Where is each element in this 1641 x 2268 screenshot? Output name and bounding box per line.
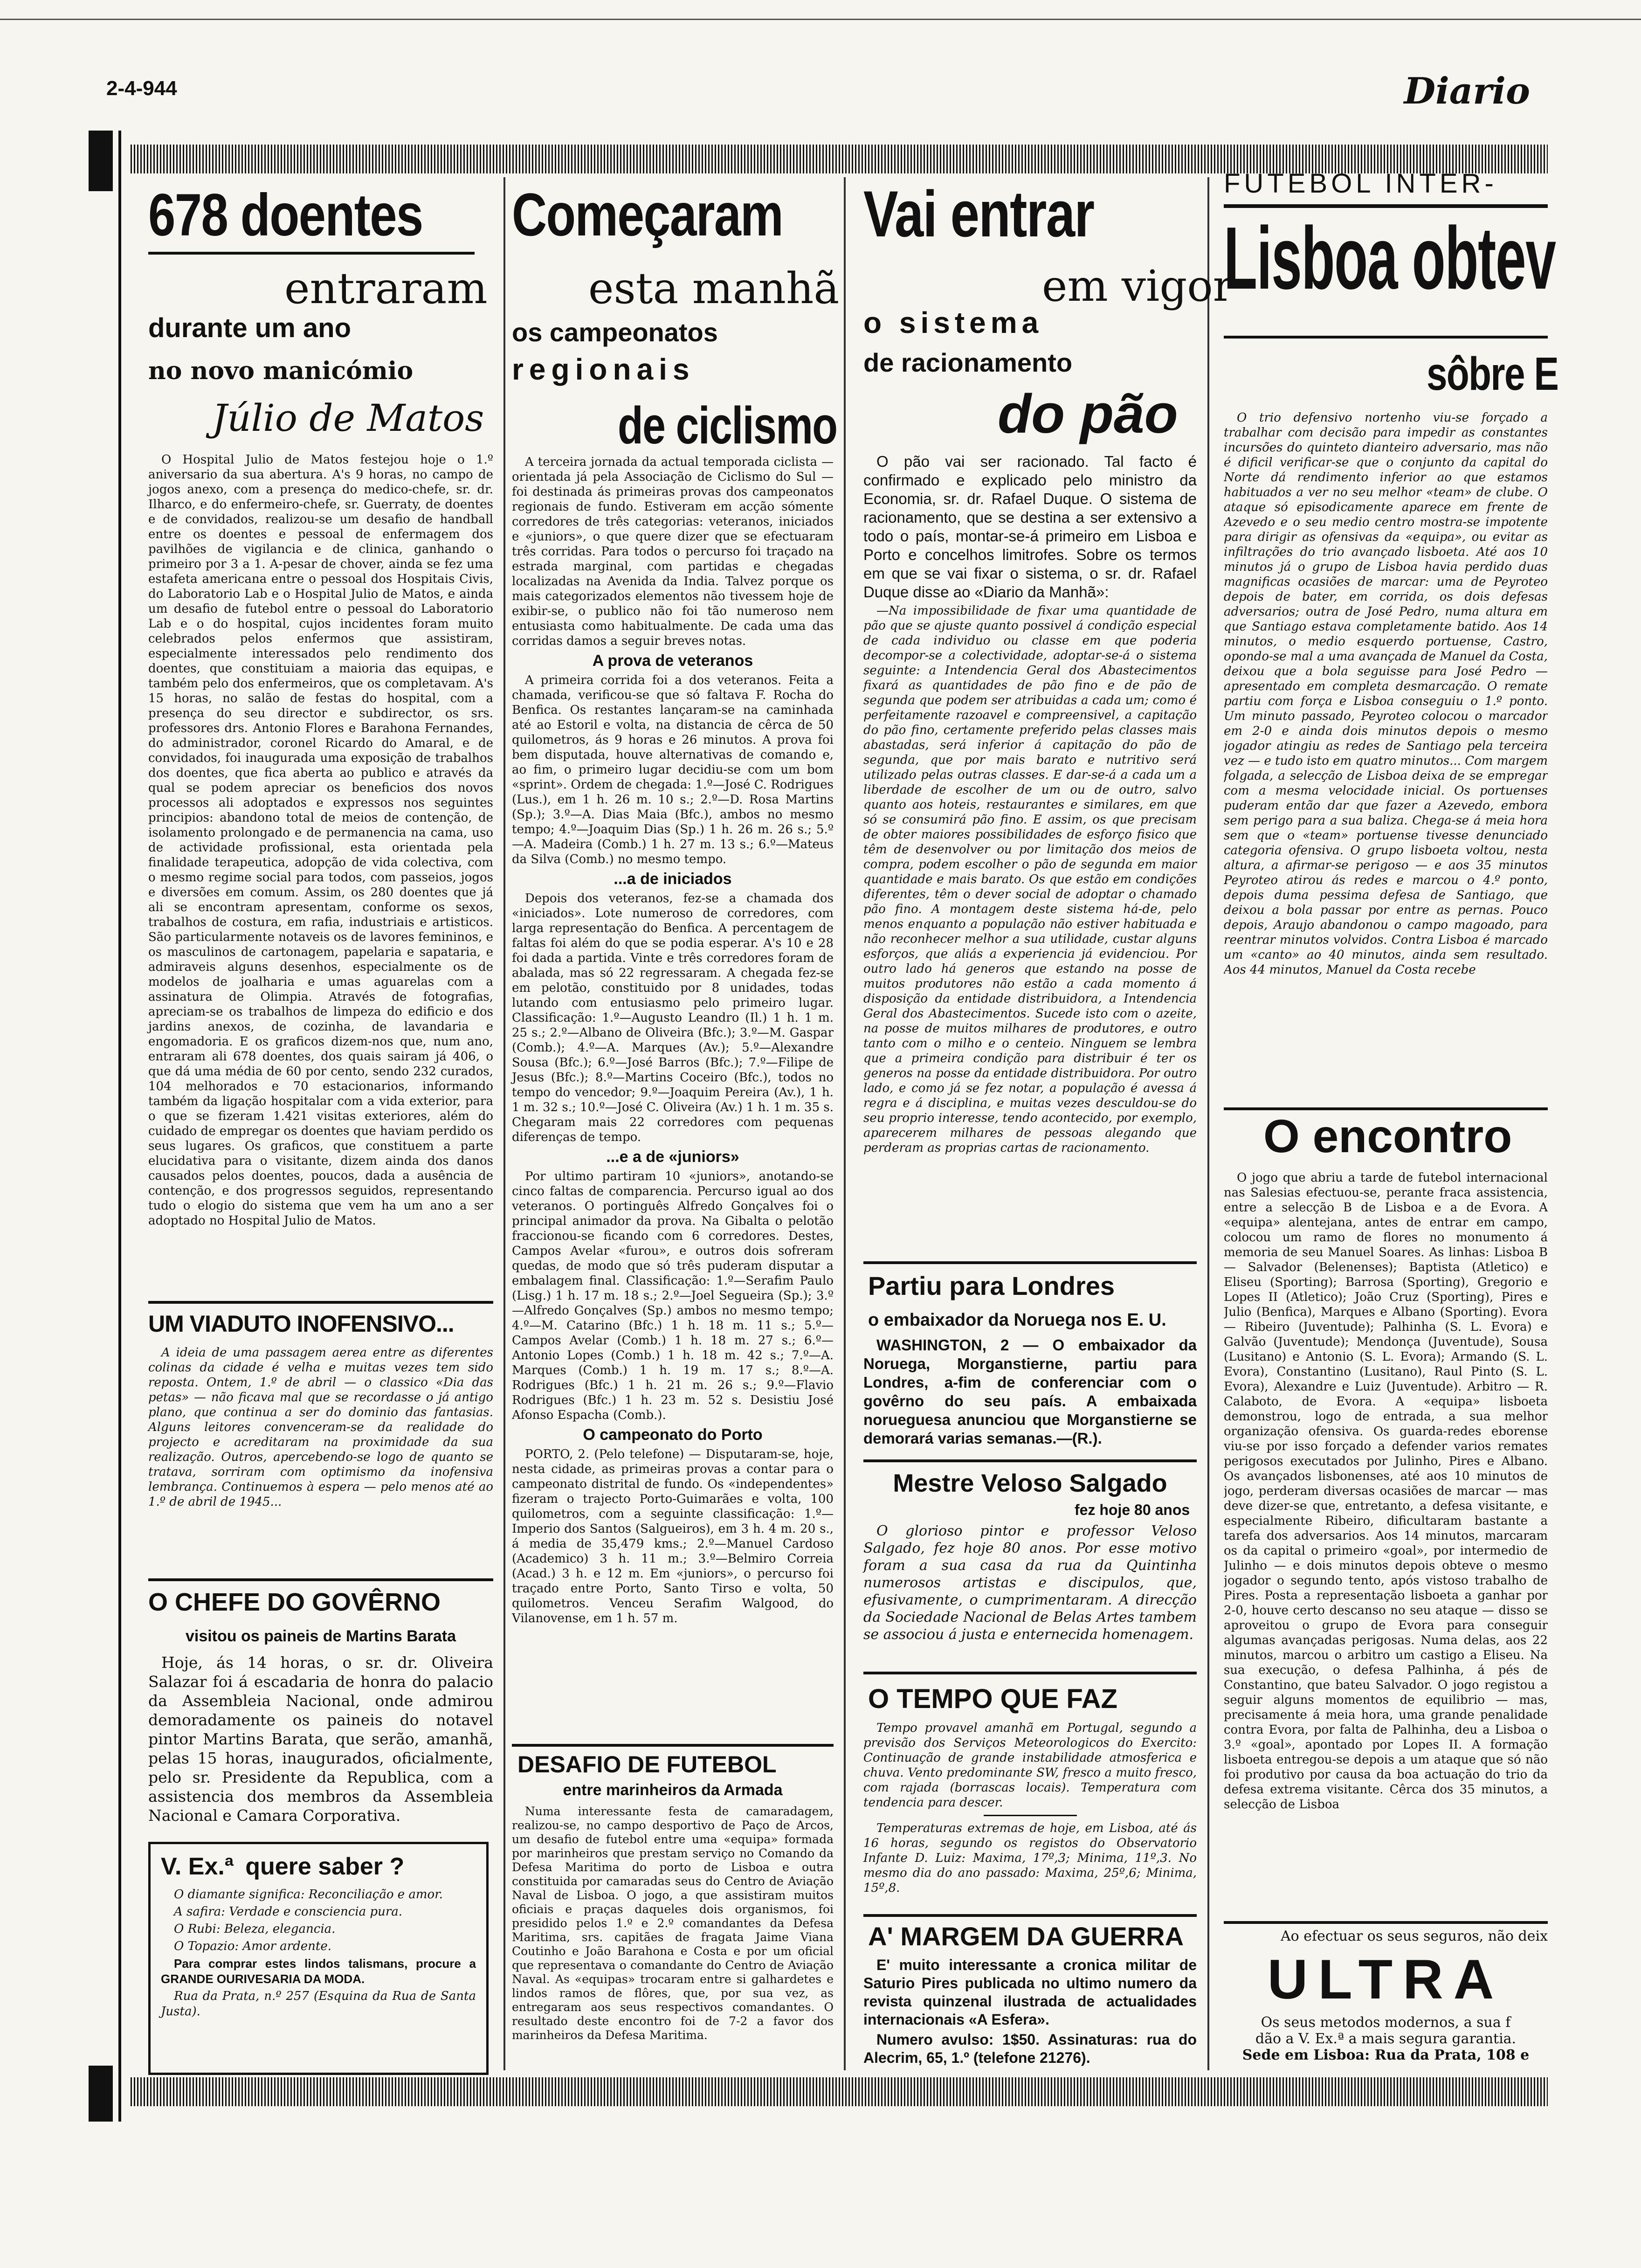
encontro-body-text: O jogo que abriu a tarde de futebol internacional nas Salesias efectuou-se, perante fraca assistencia, entre a selecção B de Lisboa e a de Evora. A «equipa» alentejana, antes de entrar em campo, colocou um ramo de flores no monumento á memoria de seu Manuel Soares. As linhas: Lisboa B — Salvador (Belenenses); Baptista (Atletico) e Eliseu (Sporting); Barrosa (Sporting), Gregorio e Lopes II (Atletico); João Cruz (Sporting), Pires e Julio (Benfica), Marques e Albano (Sporting). Evora — Ribeiro (Juventude); Palhinha (S. L. Evora) e Galvão (Juventude); Mendonça (Juventude), Sousa (Lusitano) e Antonio (S. L. Evora); Armando (S. L. Evora), Constantino (Lusitano), Raul Pinto (S. L. Evora), Alexandre e Luiz (Juventude). Arbitro — R. Calaboto, de Evora. A «equipa» lisboeta demonstrou, logo de entrada, a sua melhor organização ofensiva. Os guarda-redes eborense viu-se por isso forçado a defender varios remates perigosos executados por Julinho, Pires e Albano. Os avançados lisbonenses, até aos 10 minutos de jogo, perderam diversas ocasiões de marcar — mas deve dizer-se que, entretanto, a defesa visitante, e especialmente Ribeiro, dificultaram bastante a tarefa dos adversarios. Aos 14 minutos, marcaram os da capital o primeiro «goal», por intermedio de Julinho — e dois minutos depois obteve o mesmo jogador o segundo tento, após vistoso trabalho de Pires. Posta a representação lisboeta a ganhar por 2-0, houve certo descanso no seu ataque — disso se aproveitou o grupo de Evora para conseguir algumas avançadas perigosas. Numa delas, aos 22 minutos, marcou o arbitro um castigo a Eliseu. Na sua execução, o defesa Palhinha, á pés de Constantino, que bateu Salvador. O jogo registou a seguir alguns momentos de equilibrio — mas, precisamente á meia hora, uma grande penalidade contra Evora, por falta de Palhinha, deu a Lisboa o 3.º «goal», apontado por Lopes II. A formação lisboeta entregou-se depois a um ataque que só não foi produtivo por causa da boa actuação do trio da defesa extrema visitante. Cêrca dos 35 minutos, a selecção de Lisboa [1224,1171,1548,1812]
ad-title-b: quere saber ? [245,1853,405,1880]
guerra-body-text: E' muito interessante a cronica militar de Saturio Pires publicada no ultimo numero da revista quinzenal ilustrada de actualidades internacionais «A Esfera». [863,1957,1197,2028]
londres-subtitle: o embaixador da Noruega nos E. U. [868,1310,1166,1330]
col4-deck: sôbre E [1427,348,1558,400]
col4-kicker: FUTEBOL INTER- [1224,168,1497,199]
ad-address: Rua da Prata, n.º 257 (Esquina da Rua de Santa Justa). [161,1989,476,2019]
bottom-border-band [131,2077,1548,2106]
viaduto-body-text: A ideia de uma passagem aerea entre as diferentes colinas da cidade é velha e muitas vezes tem sido reposta. Ontem, 1.º de abril — o classico «Dia das petas» — não ficava mal que se recordasse o já antigo plano, que continua a ser do dominio das fantasias. Alguns leitores convenceram-se da realidade do projecto e acreditaram na proximidade da sua realização. Outros, apercebendo-se logo de quanto se tratava, sorriram com optimismo da inofensiva lembrança. Continuemos à espera — pelo menos até ao 1.º de abril de 1945... [148,1346,493,1509]
desafio-body [512,1805,834,2044]
veloso-title: Mestre Veloso Salgado [893,1469,1167,1497]
heading-porto: O campeonato do Porto [583,1426,763,1444]
ad-buy: Para comprar estes lindos talismans, procure a GRANDE OURIVESARIA DA MODA. [161,1957,476,1986]
chefe-subtitle: visitou os paineis de Martins Barata [185,1627,456,1645]
ultra-top: Ao efectuar os seus seguros, não deix [1280,1928,1548,1944]
heading-veteranos: A prova de veteranos [592,652,753,670]
top-rule [0,19,1641,20]
ultra-line-3: Sede em Lisboa: Rua da Prata, 108 e [1242,2047,1530,2063]
col2-veteranos: A primeira corrida foi a dos veteranos. Feita a chamada, verificou-se que só faltava F. Rocha do Benfica. Os restantes lançaram-se na caminhada até ao Estoril e volta, na distancia de cêrca de 50 quilometros, ás 9 horas e 26 minutos. A prova foi bem disputada, houve alternativas de comando e, ao fim, o primeiro lugar decidiu-se com um bom «sprint». Ordem de chegada: 1.º—José C. Rodrigues (Lus.), em 1 h. 26 m. 10 s.; 2.º—D. Rosa Martins (Sp.); 3.º—A. Dias Maia (Bfc.), ambos no mesmo tempo; 4.º—Joaquim Dias (Sp.) 1 h. 26 m. 26 s.; 5.º—A. Madeira (Comb.) 1 h. 27 m. 13 s.; 6.º—Mateus da Silva (Comb.) no mesmo tempo. [512,673,834,866]
col3-headline: Vai entrar [863,177,1094,250]
left-bar-top [89,131,113,191]
col2-iniciados: Depois dos veteranos, fez-se a chamada dos «iniciados». Lote numeroso de corredores, com larga representação do Benfica. A percentagem de faltas foi além do que se podia esperar. A's 10 e 28 foi dada a partida. Vinte e três corredores foram de abalada, mas só 22 regressaram. A chegada fez-se em pelotão, constituido por 8 unidades, todas lutando com entusiasmo pelo primeiro lugar. Classificação: 1.º—Augusto Leandro (Il.) 1 h. 1 m. 25 s.; 2.º—Albano de Oliveira (Bfc.); 3.º—M. Gaspar (Comb.); 4.º—A. Marques (Av.); 5.º—Alexandre Sousa (Bfc.); 6.º—José Barros (Bfc.); 7.º—Filipe de Jesus (Bfc.); 8.º—Martins Coceiro (Bfc.), todos no tempo do vencedor; 9.º—Joaquim Pereira (Av.), 1 h. 1 m. 32 s.; 10.º—José C. Oliveira (Av.) 1 h. 1 m. 35 s. Chegaram mais 22 corredores com pequenas diferenças de tempo. [512,892,834,1144]
masthead-logo: Diario [1404,70,1530,112]
ultra-ad [1224,1928,1548,2073]
left-frame-rule [118,131,121,2122]
jewellery-ad-box [148,1842,489,2075]
col4-headline-rule [1224,336,1548,339]
col3-article [863,452,1197,1157]
tempo-body-text: Tempo provavel amanhã em Portugal, segundo a previsão dos Serviços Meteorologicos do Exercito: Continuação de grande instabilidade atmosferica e chuva. Vento predominante SW, fresco a muito fresco, com rajada (borrascas locais). Temperatura com tendencia para descer. [863,1721,1197,1810]
viaduto-title: UM VIADUTO INOFENSIVO... [148,1311,454,1337]
col1-article-body [148,452,493,1230]
col3-quote: —Na impossibilidade de fixar uma quantidade de pão que se ajuste quanto possivel á condição especial de cada individuo ou classe em que poderia decompor-se a colectividade, adoptar-se-á o sistema seguinte: a Intendencia Geral dos Abastecimentos fixará as quantidades de pão fino e de pão de segunda que podem ser atribuidas a cada um; como é perfeitamente razoavel e compreensivel, a capitação do pão fino, certamente preferido pelas classes mais abastadas, será inferior á capitação do pão de segunda, que por mais barato e nutritivo será utilizado pelas outras classes. E dar-se-á a cada um a liberdade de escolher de um ou de outro, salvo quanto aos hoteis, restaurantes e similares, em que só se consumirá pão fino. E assim, os que precisam de obter maiores possibilidades de esforço fisico que têm de desenvolver ou por limitação dos meios de compra, podem escolher o pão de segunda em maior quantidade e mais barato. Os que estão em condições diferentes, têm o dever social de adoptar o chamado pão fino. A montagem deste sistema há-de, pelo menos enquanto a população não estiver habituada e não reconhecer melhor a sua utilidade, custar alguns esforços, que aliás a experiencia já evidenciou. Por outro lado há generos que estando na posse de muitos produtores não estão a cada momento á disposição da entidade distribuidora, a Intendencia Geral dos Abastecimentos. Sucede isto com o azeite, na posse de muitos milhares de produtores, e outro tanto com o milho e o centeio. Ninguem se lembra que a primeira condição para distribuir é ter os generos na posse da entidade distribuidora. Por outro lado, e como já se fez notar, a população é avessa á regra e á disciplina, e muitas vezes desculdou-se do seu proprio interesse, tendo acontecido, por exemplo, aparecerem milhares de pessoas alegando que perderam as proprias cartas de racionamento. [863,604,1197,1155]
col2-deck-4: de ciclismo [618,396,837,455]
veloso-subtitle: fez hoje 80 anos [1075,1501,1190,1518]
tempo-temps: Temperaturas extremas de hoje, em Lisboa, até ás 16 horas, segundo os registos do Observatorio Infante D. Luiz: Maxima, 17º,3; Minima, 11º,3. No mesmo dia do ano passado: Maxima, 25º,6; Minima, 15º,8. [863,1821,1197,1895]
ad-title-a: V. Ex.ª [161,1853,234,1880]
encontro-body [1224,1170,1548,1914]
desafio-body-text: Numa interessante festa de camaradagem, realizou-se, no campo desportivo de Paço de Arcos, um desafio de futebol entre uma «equipa» formada por marinheiros que prestam serviço no Comando da Defesa Maritima do porto de Lisboa e outra constituida por camaradas seus do Centro de Aviação Naval de Lisboa. O jogo, a que assistiram muitos oficiais e praças daqueles dois organismos, foi presidido pelos 1.º e 2.º comandantes da Defesa Maritima, srs. capitães de fragata Jaime Viana Coutinho e João Barahona e Costa e por um oficial que representava o comandante do Centro de Aviação Naval. As «equipas» trocaram entre si galhardetes e lindos ramos de flôres, que, por sua vez, as entregaram aos seus respectivos comandantes. O resultado deste encontro foi de 7-2 a favor dos marinheiros da Defesa Maritima. [512,1805,834,2042]
col2-intro: A terceira jornada da actual temporada ciclista — orientada já pela Associação de Ciclismo do Sul — foi destinada ás primeiras provas dos campeonatos regionais de fundo. Estiveram em acção sómente corredores de três categorias: veteranos, iniciados e «juniors», o que quere dizer que se efectuaram três corridas. Para todos o percurso foi traçado na estrada marginal, com partidas e chegadas localizadas na Avenida da India. Talvez porque os mais categorizados elementos não tivessem hoje de exibir-se, o publico não foi tão numeroso nem entusiasta como habitualmente. De cada uma das corridas damos a seguir breves notas. [512,455,834,648]
guerra-title: A' MARGEM DA GUERRA [868,1922,1184,1951]
veloso-body-text: O glorioso pintor e professor Veloso Salgado, fez hoje 80 anos. Por esse motivo foram a sua casa da rua da Quintinha numerosos artistas e discipulos, que, efusivamente, o cumprimentaram. A direcção da Sociedade Nacional de Belas Artes tambem se associou á justa e enternecida homenagem. [863,1523,1197,1643]
col1-deck-1: entraram [284,263,488,313]
col3-divider-3 [863,1672,1197,1674]
ultra-line-2: dão a V. Ex.ª a mais segura garantia. [1255,2031,1517,2047]
ultra-line-1: Os seus metodos modernos, a sua f [1261,2014,1511,2031]
col3-deck-1: em vigor [1042,261,1234,311]
col4-divider-2 [1224,1921,1548,1924]
column-rule-2 [844,177,846,2070]
desafio-title: DESAFIO DE FUTEBOL [517,1751,777,1777]
col2-deck-2: os campeonatos [512,318,718,347]
tempo-body [863,1721,1197,1897]
col1-body-text: O Hospital Julio de Matos festejou hoje o 1.º aniversario da sua abertura. A's 9 horas, no campo de jogos anexo, com a presença do medico-chefe, sr. dr. Ilharco, e do enfermeiro-chefe, sr. Guerraty, de doentes e de convidados, realizou-se um desafio de handball entre os doentes e pessoal de enfermagem dos pavilhões de vigilancia e de clinica, ganhando o primeiro por 3 a 1. A-pesar de chover, ainda se fez uma estafeta americana entre o pessoal dos Hospitais Civis, do Laboratorio Lab e o Hospital Julio de Matos, e ainda um desafio de futebol entre o pessoal do Laboratorio Lab e o do hospital, cujos incidentes foram muito celebrados pelos enfermos que assistiram, especialmente interessados pelo rendimento dos doentes, que constituiam a maioria das equipas, e também pelo dos enfermeiros, que os completavam. A's 15 horas, no salão de festas do hospital, com a presença do seu director e subdirector, os srs. professores drs. Antonio Flores e Barahona Fernandes, do administrador, coronel Ricardo do Amaral, e de convidados, foi inaugurada uma exposição de trabalhos dos doentes, que fica aberta ao publico e através da qual se podem apreciar os beneficios dos novos processos ali adoptados e expressos nos seguintes principios: abandono total de meios de contenção, de isolamento prolongado e de permanencia na cama, uso de actividade profissional, esta orientada pela finalidade terapeutica, adopção de vida colectiva, com o mesmo regime social para todos, com passeios, jogos e diversões em comum. Assim, os 280 doentes que já ali se encontram apresentam, conforme os sexos, trabalhos de costura, em rafia, industriais e artisticos. São particularmente notaveis os de lavores femininos, e os masculinos de cartonagem, papelaria e sapataria, e admiraveis alguns desenhos, especialmente os de modelos de joalharia e umas aguarelas com a assinatura de Olimpia. Através de fotografias, apreciam-se os trabalhos de limpeza do edificio e dos jardins anexos, de cozinha, de lavandaria e engomadoria. E os graficos dizem-nos que, num ano, entraram ali 678 doentes, dos quais sairam já 406, o que dá uma média de 60 por cento, sendo 232 curados, 104 melhorados e 70 estacionarios, informando também da ligação hospitalar com a vida exterior, para o que se fizeram 1.421 visitas exteriores, além do cuidado de empregar os doentes que haviam perdido os seus lugares. Os graficos, que constituem a parte elucidativa para o visitante, dizem ainda dos danos causados pelos doentes, poucos, dada a ausência de contenção, e dos progressos seguidos, representando tudo o elogio do sistema que vem ha um ano a ser adoptado no Hospital Julio de Matos. [148,453,493,1228]
col1-deck-4: Júlio de Matos [212,396,484,440]
col2-deck-3: regionais [512,353,695,386]
column-rule-3 [1207,177,1209,2070]
ad-title [161,1853,476,1881]
column-rule-1 [503,177,505,2070]
desafio-subtitle: entre marinheiros da Armada [563,1781,783,1799]
col1-divider-2 [148,1578,493,1581]
col2-article [512,455,834,1628]
ad-line: O Rubi: Beleza, elegancia. [174,1922,336,1936]
col4-headline: Lisboa obtev [1224,209,1556,308]
col2-deck-1: esta manhã [588,263,840,313]
left-bar-bottom [89,2066,113,2122]
viaduto-body [148,1345,493,1511]
londres-body [863,1336,1197,1450]
ultra-logo: ULTRA [1267,1948,1504,2011]
encontro-title: O encontro [1263,1110,1512,1162]
col3-deck-3: de racionamento [863,348,1073,377]
col1-divider-1 [148,1301,493,1304]
col1-headline: 678 doentes [148,182,423,249]
col1-deck-2: durante um ano [148,313,352,343]
col3-divider-4 [863,1914,1197,1917]
chefe-title: O CHEFE DO GOVÊRNO [148,1588,441,1616]
col3-deck-2: o sistema [863,306,1043,339]
tempo-title: O TEMPO QUE FAZ [868,1684,1117,1714]
col3-divider-1 [863,1261,1197,1264]
col2-porto: PORTO, 2. (Pelo telefone) — Disputaram-se, hoje, nesta cidade, as primeiras provas a contar para o campeonato distrital de fundo. Os «independentes» fizeram o trajecto Porto-Guimarães e volta, 100 quilometros, com a seguinte classificação: 1.º—Imperio dos Santos (Salgueiros), em 3 h. 4 m. 20 s., á media de 35,479 kms.; 2.º—Manuel Cardoso (Academico) 3 h. 11 m.; 3.º—Belmiro Correia (Acad.) 3 h. e 12 m. Em «juniors», o percurso foi traçado entre Porto, Santo Tirso e volta, 50 quilometros. Venceu Serafim Walgood, do Vilanovense, em 1 h. 57 m. [512,1447,834,1625]
veloso-body [863,1522,1197,1645]
londres-title: Partiu para Londres [868,1271,1115,1300]
ad-lines [161,1887,476,2019]
ad-line: O diamante significa: Reconciliação e amor. [174,1888,443,1902]
col4-body-text: O trio defensivo nortenho viu-se forçado a trabalhar com decisão para impedir as constantes incursões do quinteto dianteiro adversario, mas não é dificil verificar-se que o conjunto da capital do Norte dá rendimento inferior ao que estamos habituados a ver no seu melhor «team» de clube. O ataque só episodicamente aparece em frente de Azevedo e o seu medio centro mostra-se impotente para dirigir as ofensivas da «equipa», ou evitar as infiltrações do trio avançado lisboeta. Até aos 10 minutos já o grupo de Lisboa havia perdido duas magnificas ocasiões de marcar: uma de Peyroteo depois de bater, em corrida, os dois defesas adversarios; outra de José Pedro, numa altura em que Santiago estava completamente batido. Aos 14 minutos, o medio esquerdo portuense, Castro, opondo-se mal a uma avançada de Manuel da Costa, deixou que a bola seguisse para José Pedro — apresentado em completa desmarcação. O remate partiu com força e Lisboa conseguiu o 1.º ponto. Um minuto passado, Peyroteo colocou o marcador em 2-0 e ainda dois minutos depois o mesmo jogador atingiu as redes de Santiago pela terceira vez — e tudo isto em quatro minutos... Com margem folgada, a selecção de Lisboa deixa de se empregar com a mesma velocidade inicial. Os portuenses puderam então dar que fazer a Azevedo, embora sem perigo para a sua baliza. Chega-se á meia hora sem que o «team» portuense tivesse denunciado categoria ofensiva. O grupo lisboeta voltou, nesta altura, a afirmar-se perigoso — e aos 35 minutos Peyroteo atirou ás redes e marcou o 4.º ponto, depois duma pessima defesa de Santiago, que deixou a bola passar por entre as pernas. Pouco depois, Araujo abandonou o campo magoado, para reentrar minutos volvidos. Contra Lisboa é marcado um «canto» ao 40 minutos, ainda sem resultado. Aos 44 minutos, Manuel da Costa recebe [1224,411,1548,977]
col3-deck-4: do pão [998,383,1178,445]
col3-divider-2 [863,1459,1197,1462]
chefe-body [148,1653,493,1827]
ad-line: A safira: Verdade e consciencia pura. [174,1905,403,1919]
col2-headline: Começaram [512,180,783,249]
guerra-body [863,1956,1197,2069]
col2-juniors: Por ultimo partiram 10 «juniors», anotando-se cinco faltas de comparencia. Percurso igual ao dos veteranos. O portinguês Alfredo Gonçalves foi o principal animador da prova. Na Gibalta o pelotão fraccionou-se ficando com 6 corredores. Destes, Campos Avelar «furou», e outros dois sofreram quedas, de modo que só três puderam disputar a embalagem final. Classificação: 1.º—Serafim Paulo (Lisg.) 1 h. 17 m. 18 s.; 2.º—Joel Segueira (Sp.); 3.º—Alfredo Gonçalves (Sp.) ambos no mesmo tempo; 4.º—M. Catarino (Bfc.) 1 h. 18 m. 11 s.; 5.º—Campos Avelar (Comb.) 1 h. 18 m. 27 s.; 6.º—Antonio Lopes (Comb.) 1 h. 18 m. 42 s.; 7.º—A. Marques (Comb.) 1 h. 19 m. 17 s.; 8.º—A. Rodrigues (Bfc.) 1 h. 21 m. 26 s.; 9.º—Flavio Rodrigues (Bfc.) 1 h. 23 m. 52 s. Desistiu José Afonso Espacha (Comb.). [512,1169,834,1422]
col1-deck-3: no novo manicómio [148,357,414,385]
londres-body-text: WASHINGTON, 2 — O embaixador da Noruega, Morganstierne, partiu para Londres, a-fim de conferenciar com o govêrno do seu país. A embaixada norueguesa anunciou que Morganstierne se demorará varias semanas.—(R.). [863,1336,1197,1447]
col3-lead: O pão vai ser racionado. Tal facto é confirmado e explicado pelo ministro da Economia, sr. dr. Rafael Duque. O sistema de racionamento, que se destina a ser extensivo a todo o país, montar-se-á primeiro em Lisboa e Porto e concelhos limitrofes. Sobre os termos em que se vai fixar o sistema, o sr. dr. Rafael Duque disse ao «Diario da Manhã»: [863,453,1197,601]
tempo-separator [984,1815,1077,1816]
guerra-price: Numero avulso: 1$50. Assinaturas: rua do Alecrim, 65, 1.º (telefone 21276). [863,2031,1197,2066]
col2-divider [512,1744,834,1747]
col1-headline-underline [148,252,475,255]
heading-iniciados: ...a de iniciados [614,870,732,888]
ad-line: O Topazio: Amor ardente. [174,1939,331,1953]
chefe-body-text: Hoje, ás 14 horas, o sr. dr. Oliveira Salazar foi á escadaria de honra do palacio da Assembleia Nacional, onde admirou demoradamente os paineis do notavel pintor Martins Barata, que serão, amanhã, pelas 15 horas, inaugurados, oficialmente, pelo sr. Presidente da Republica, com a assistencia dos membros da Assembleia Nacional e Camara Corporativa. [148,1653,493,1825]
heading-juniors: ...e a de «juniors» [606,1148,739,1166]
issue-date: 2-4-944 [106,77,177,100]
col4-article [1224,410,1548,1098]
